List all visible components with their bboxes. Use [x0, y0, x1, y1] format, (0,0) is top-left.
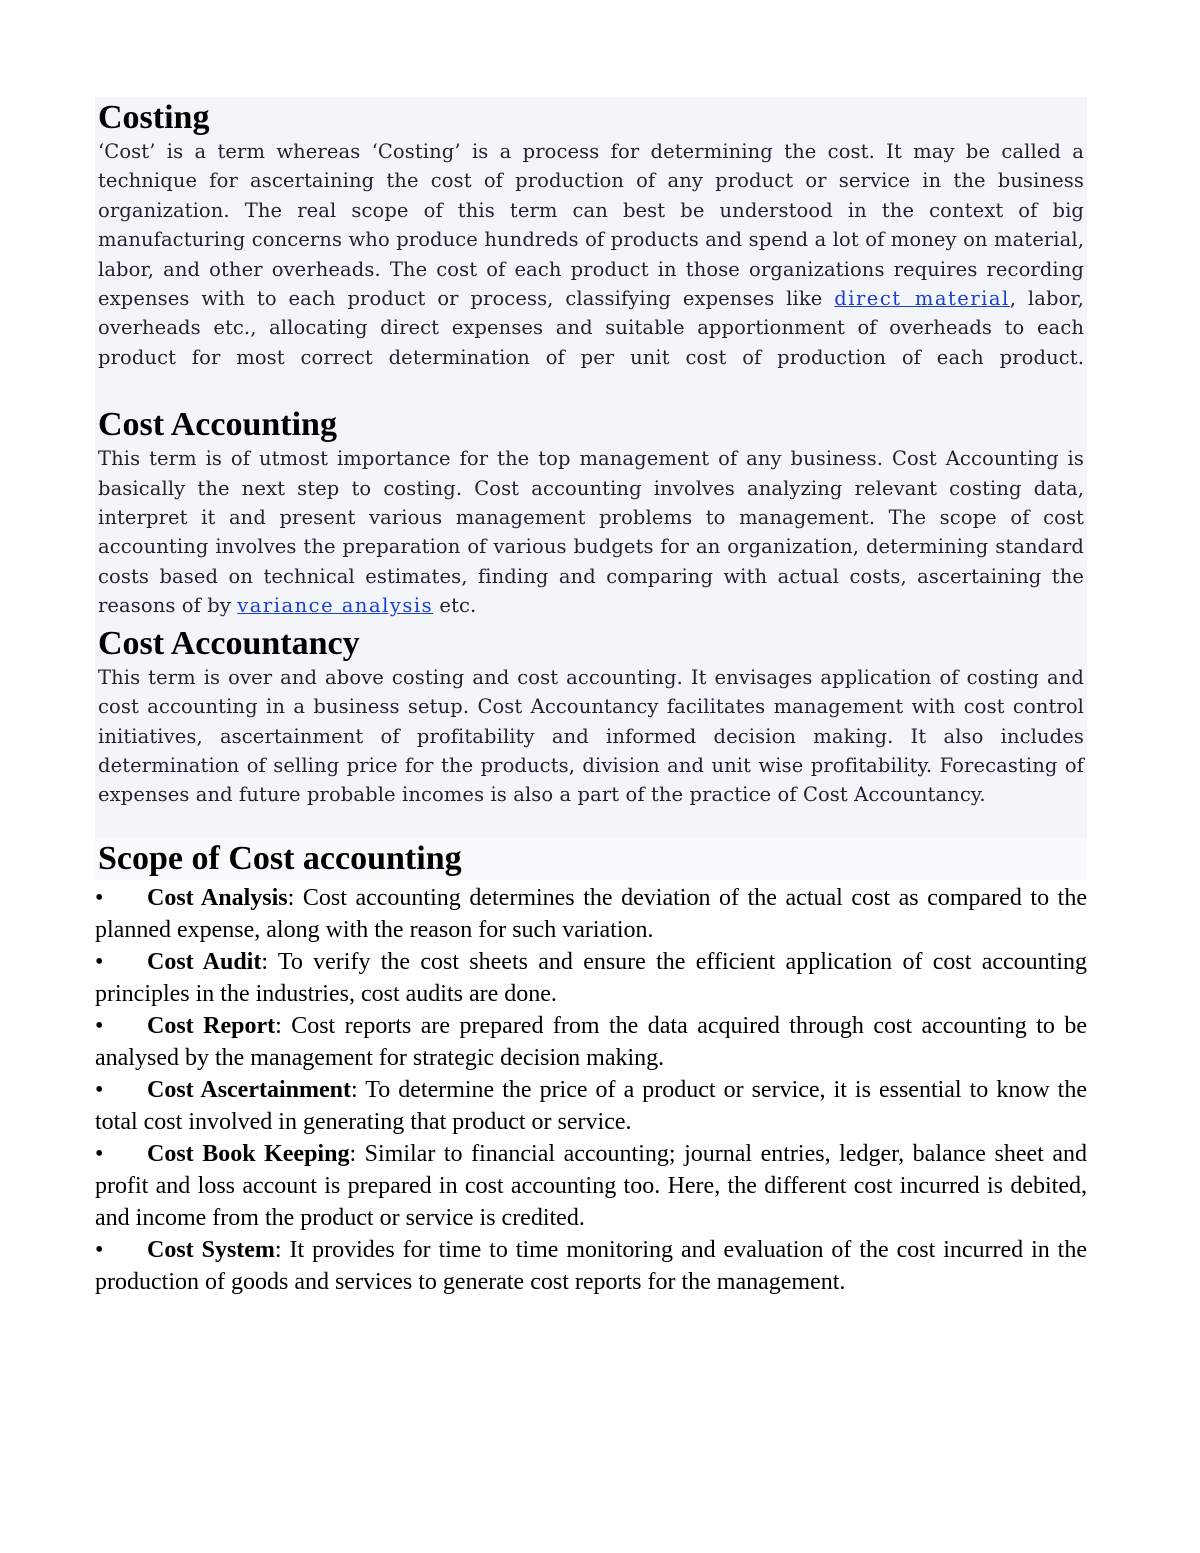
variance-analysis-link[interactable]: variance analysis [237, 594, 434, 618]
scope-item-cost-ascertainment [95, 1074, 1087, 1138]
scope-list [95, 882, 1087, 1298]
shaded-section [95, 97, 1087, 838]
scope-item-text: : It provides for time to time monitoring and evaluation of the cost incurred in the production of goods and services to generate cost reports for the management. [95, 1236, 1087, 1295]
scope-heading-band [95, 838, 1087, 880]
cost-accounting-text-1: This term is of utmost importance for the top management of any business. Cost Accounting is basically the next step to costing. Cost accounting involves analyzing relevant costing data, interpret it and present various management problems to management. The scope of cost accounting involves the preparation of various budgets for an organization, determining standard costs based on technical estimates, finding and comparing with actual costs, ascertaining the reasons of by [98, 447, 1084, 618]
costing-paragraph [98, 137, 1084, 372]
bullet-icon: • [95, 948, 104, 975]
scope-item-cost-analysis [95, 882, 1087, 946]
cost-accountancy-paragraph: This term is over and above costing and cost accounting. It envisages application of costing and cost accounting in a business setup. Cost Accountancy facilitates management with cost control initiatives, ascertainment of profitability and informed decision making. It also includes determination of selling price for the products, division and unit wise profitability. Forecasting of expenses and future probable incomes is also a part of the practice of Cost Accountancy. [98, 665, 1084, 807]
costing-heading: Costing [98, 99, 210, 136]
costing-text-1: ‘Cost’ is a term whereas ‘Costing’ is a process for determining the cost. It may be called a technique for ascertaining the cost of production of any product or service in the business organization. The real scope of this term can best be understood in the context of big manufacturing concerns who produce hundreds of products and spend a lot of money on material, labor, and other overheads. The cost of each product in those organizations requires recording expenses with to each product or process, classifying expenses like [98, 140, 1084, 311]
document-page [95, 97, 1087, 1298]
scope-item-term: Cost System [147, 1236, 275, 1263]
direct-material-link[interactable]: direct material [834, 287, 1010, 311]
scope-item-text: : Cost accounting determines the deviation of the actual cost as compared to the planned expense, along with the reason for such variation. [95, 884, 1087, 943]
costing-text-2: , labor, overheads etc., allocating direct expenses and suitable apportionment of overheads to each product for most correct determination of per unit cost of production of each product. [98, 287, 1084, 369]
scope-item-cost-report [95, 1010, 1087, 1074]
bullet-icon: • [95, 1236, 104, 1263]
scope-item-term: Cost Analysis [147, 884, 288, 911]
bullet-icon: • [95, 884, 104, 911]
scope-item-text: : To verify the cost sheets and ensure the efficient application of cost accounting principles in the industries, cost audits are done. [95, 948, 1087, 1007]
scope-heading: Scope of Cost accounting [98, 839, 462, 877]
cost-accounting-paragraph [98, 444, 1084, 620]
bullet-icon: • [95, 1076, 104, 1103]
cost-accountancy-heading: Cost Accountancy [98, 624, 360, 662]
scope-item-text: : Similar to financial accounting; journal entries, ledger, balance sheet and profit and loss account is prepared in cost accounting too. Here, the different cost incurred is debited, and income from the product or service is credited. [95, 1140, 1087, 1231]
scope-item-cost-system [95, 1234, 1087, 1298]
cost-accounting-text-2: etc. [433, 594, 477, 618]
bullet-icon: • [95, 1140, 104, 1167]
scope-item-term: Cost Book Keeping [147, 1140, 350, 1167]
scope-item-term: Cost Ascertainment [147, 1076, 351, 1103]
cost-accounting-heading: Cost Accounting [98, 406, 337, 444]
scope-item-cost-audit [95, 946, 1087, 1010]
bullet-icon: • [95, 1012, 104, 1039]
scope-item-term: Cost Audit [147, 948, 262, 975]
scope-item-text: : Cost reports are prepared from the data acquired through cost accounting to be analysed by the management for strategic decision making. [95, 1012, 1088, 1071]
scope-item-term: Cost Report [147, 1012, 276, 1039]
scope-item-cost-book-keeping [95, 1138, 1087, 1234]
scope-item-text: : To determine the price of a product or service, it is essential to know the total cost involved in generating that product or service. [95, 1076, 1087, 1135]
